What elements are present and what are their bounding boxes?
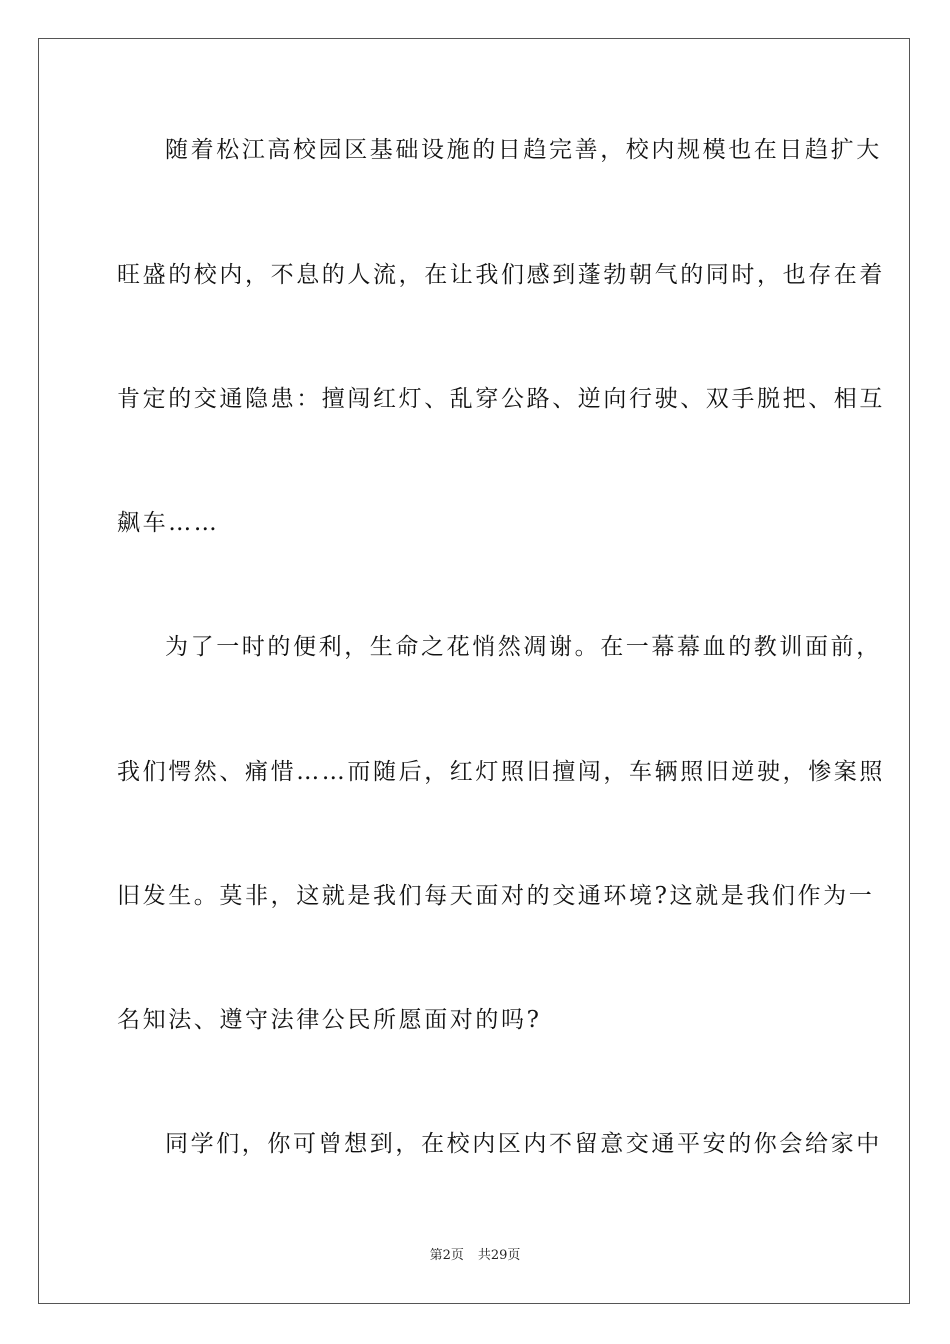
page-number: 第2页 <box>429 1248 464 1263</box>
paragraph-2-line-2: 我们愕然、痛惜……而随后，红灯照旧擅闯，车辆照旧逆驶，惨案照 <box>117 759 885 785</box>
paragraph-1-line-1: 随着松江高校园区基础设施的日趋完善，校内规模也在日趋扩大 <box>165 137 882 163</box>
paragraph-1-line-4: 飙车…… <box>117 510 220 536</box>
paragraph-1-line-3: 肯定的交通隐患：擅闯红灯、乱穿公路、逆向行驶、双手脱把、相互 <box>117 386 885 412</box>
paragraph-2-line-1: 为了一时的便利，生命之花悄然凋谢。在一幕幕血的教训面前， <box>165 634 882 660</box>
paragraph-1-line-2: 旺盛的校内，不息的人流，在让我们感到蓬勃朝气的同时，也存在着 <box>117 262 885 288</box>
paragraph-3-line-1: 同学们，你可曾想到，在校内区内不留意交通平安的你会给家中 <box>165 1131 882 1157</box>
page-footer <box>0 1247 950 1265</box>
page-frame <box>38 38 910 1304</box>
paragraph-2-line-4: 名知法、遵守法律公民所愿面对的吗? <box>117 1007 542 1033</box>
paragraph-2-line-3: 旧发生。莫非，这就是我们每天面对的交通环境?这就是我们作为一 <box>117 883 875 909</box>
page-total: 共29页 <box>477 1248 521 1263</box>
